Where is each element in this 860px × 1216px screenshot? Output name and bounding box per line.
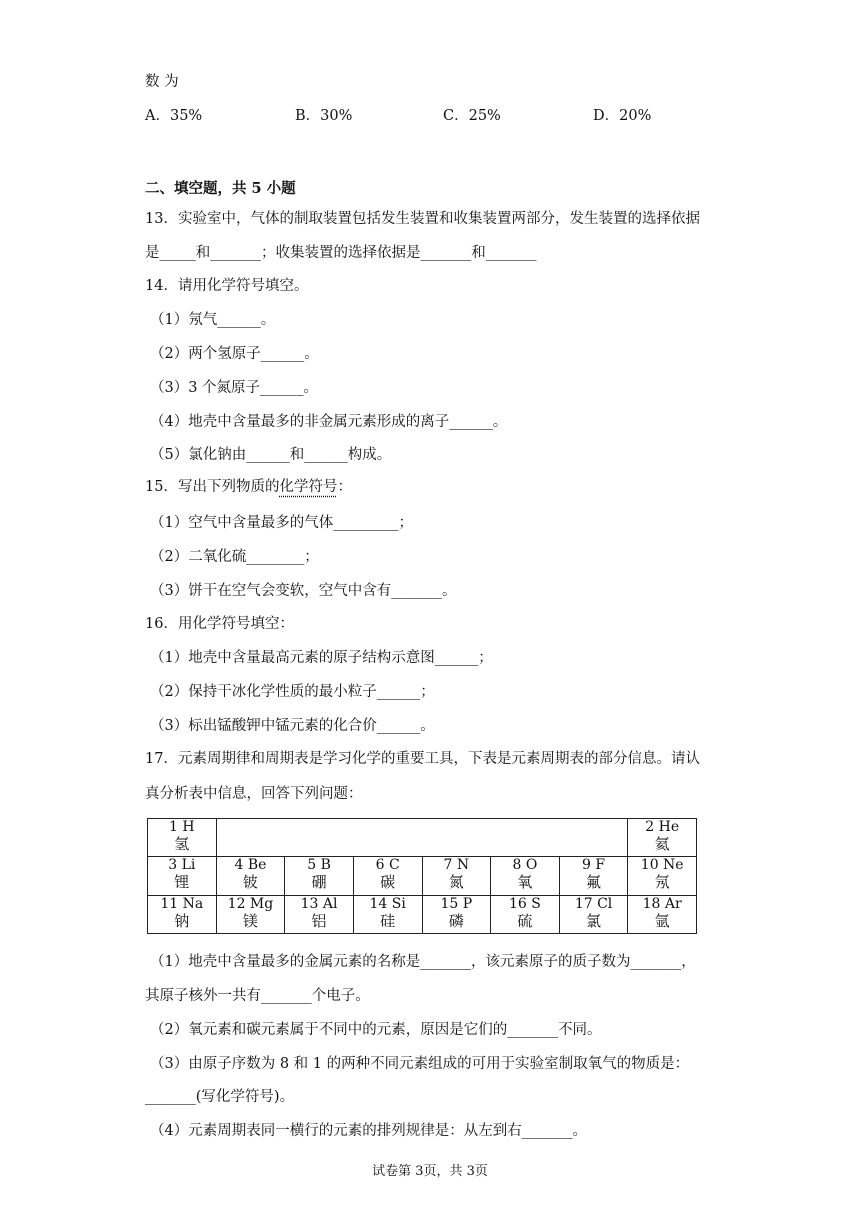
element-name: 氦 [654, 835, 670, 853]
element-name: 氯 [586, 911, 602, 930]
element-cell [285, 857, 354, 895]
element-symbol: 16 S [509, 895, 541, 912]
q12-stem-tail: 数 为 [145, 74, 179, 90]
element-name: 氖 [654, 873, 670, 892]
q15-stem-before: 15．写出下列物质的 [145, 479, 280, 495]
element-name: 碳 [380, 873, 396, 892]
element-name: 钠 [174, 911, 190, 930]
q13-line1: 13．实验室中，气体的制取装置包括发生装置和收集装置两部分，发生装置的选择依据 [145, 211, 700, 227]
element-symbol: 12 Mg [227, 895, 274, 912]
q13-line2: 是_____和_______；收集装置的选择依据是_______和_______ [145, 245, 537, 261]
element-name: 氩 [654, 911, 670, 930]
element-name: 硅 [380, 911, 396, 930]
option-c: C．25% [443, 108, 501, 124]
element-cell [422, 857, 491, 895]
element-name: 镁 [242, 911, 258, 930]
element-symbol: 8 O [512, 857, 538, 874]
element-cell [353, 857, 422, 895]
q12-options [145, 106, 705, 126]
element-symbol: 15 P [440, 895, 473, 912]
q16-item-2: （2）保持干冰化学性质的最小粒子______； [150, 684, 435, 700]
element-symbol: 3 Li [168, 857, 196, 874]
q17-sub3-line2: _______(写化学符号)。 [145, 1089, 295, 1105]
element-name: 氮 [448, 873, 464, 892]
element-symbol: 14 Si [369, 895, 406, 912]
q17-sub2: （2）氧元素和碳元素属于不同中的元素，原因是它们的_______不同。 [150, 1022, 602, 1038]
element-name: 锂 [174, 873, 190, 892]
element-symbol: 13 Al [300, 895, 338, 912]
q15-stem [145, 477, 352, 497]
q15-item-2: （2）二氧化硫________； [150, 549, 319, 565]
q17-sub3-line1: （3）由原子序数为 8 和 1 的两种不同元素组成的可用于实验室制取氧气的物质是： [150, 1056, 690, 1072]
element-name: 铍 [242, 873, 258, 892]
element-cell [148, 857, 217, 895]
q15-item-3: （3）饼干在空气会变软，空气中含有_______。 [150, 583, 457, 599]
option-a: A．35% [145, 108, 203, 124]
element-symbol: 7 N [443, 857, 470, 874]
option-b: B．30% [295, 108, 353, 124]
element-name: 氟 [586, 873, 602, 892]
element-symbol: 6 C [375, 857, 400, 874]
q16-item-1: （1）地壳中含量最高元素的原子结构示意图______； [150, 650, 493, 666]
q15-item-1: （1）空气中含量最多的气体_________； [150, 515, 413, 531]
q15-stem-emphasis: 化学符号 [279, 479, 338, 495]
element-symbol: 4 Be [234, 857, 267, 874]
table-row [148, 895, 697, 933]
q14-item-3: （3）3 个氮原子______。 [150, 380, 319, 396]
element-name: 硼 [311, 873, 327, 892]
page-footer: 试卷第 3页，共 3页 [372, 1164, 488, 1179]
q16-stem: 16．用化学符号填空： [145, 616, 294, 632]
element-name: 铝 [311, 911, 327, 930]
q16-item-3: （3）标出锰酸钾中锰元素的化合价______。 [150, 718, 435, 734]
q14-item-4: （4）地壳中含量最多的非金属元素形成的离子______。 [150, 414, 508, 430]
q15-stem-after: ： [337, 479, 352, 495]
option-d: D．20% [593, 108, 652, 124]
q17-sub1-line1: （1）地壳中含量最多的金属元素的名称是_______，该元素原子的质子数为_______， [150, 954, 696, 970]
q17-sub1-line2: 其原子核外一共有_______个电子。 [145, 988, 370, 1004]
element-cell [285, 895, 354, 933]
element-cell [491, 895, 560, 933]
element-symbol: 9 F [582, 857, 606, 874]
element-cell [216, 857, 285, 895]
element-symbol: 5 B [307, 857, 331, 874]
element-cell [148, 819, 217, 857]
element-cell [628, 819, 697, 857]
element-cell [559, 895, 628, 933]
q17-line1: 17．元素周期律和周期表是学习化学的重要工具，下表是元素周期表的部分信息。请认 [145, 751, 700, 767]
element-name: 磷 [448, 911, 464, 930]
table-row [148, 857, 697, 895]
q14-item-5: （5）氯化钠由______和______构成。 [150, 447, 392, 463]
element-symbol: 2 He [645, 819, 680, 835]
q14-item-2: （2）两个氢原子______。 [150, 346, 319, 362]
element-cell [353, 895, 422, 933]
element-cell [216, 895, 285, 933]
element-symbol: 11 Na [160, 895, 204, 912]
element-cell [491, 857, 560, 895]
element-cell [422, 895, 491, 933]
element-symbol: 10 Ne [640, 857, 684, 874]
element-cell [559, 857, 628, 895]
empty-span-cell [216, 819, 628, 857]
table-row [148, 819, 697, 857]
element-name: 硫 [517, 911, 533, 930]
element-symbol: 17 Cl [574, 895, 613, 912]
element-name: 氢 [174, 835, 190, 853]
q14-item-1: （1）氖气______。 [150, 312, 276, 328]
element-name: 氧 [517, 873, 533, 892]
q17-line2: 真分析表中信息，回答下列问题： [145, 786, 363, 802]
element-cell [628, 857, 697, 895]
q17-sub4: （4）元素周期表同一横行的元素的排列规律是：从左到右_______。 [150, 1123, 587, 1139]
element-cell [148, 895, 217, 933]
section-title: 二、填空题，共 5 小题 [145, 180, 296, 197]
element-symbol: 1 H [169, 819, 195, 835]
element-symbol: 18 Ar [642, 895, 682, 912]
q14-stem: 14．请用化学符号填空。 [145, 278, 309, 294]
periodic-table [147, 818, 697, 934]
element-cell [628, 895, 697, 933]
